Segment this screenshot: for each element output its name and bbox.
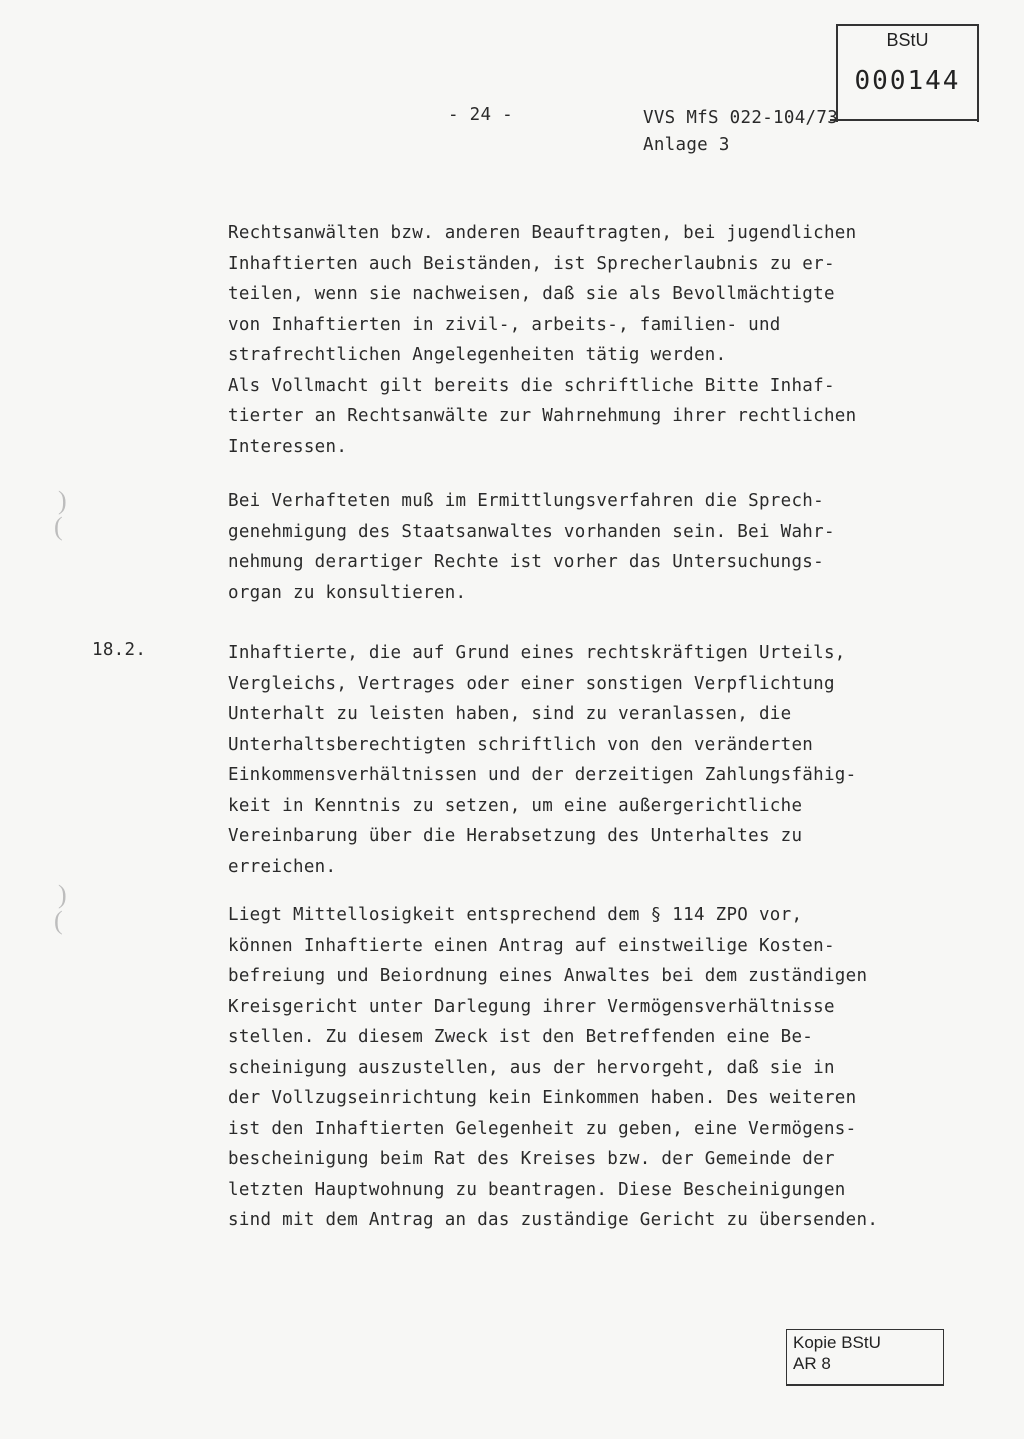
text-line: erreichen.	[228, 856, 337, 877]
copy-stamp	[786, 1329, 944, 1386]
punch-hole-mark: (	[54, 512, 63, 541]
text-line: Inhaftierten auch Beiständen, ist Sprecherlaubnis zu er-	[228, 253, 835, 274]
text-line: Vereinbarung über die Herabsetzung des Unterhaltes zu	[228, 826, 803, 846]
stamp-label: BStU	[886, 30, 929, 50]
paragraph-3	[228, 638, 856, 882]
text-line: befreiung und Beiordnung eines Anwaltes bei dem zuständigen	[228, 966, 868, 986]
text-line: organ zu konsultieren.	[228, 582, 467, 603]
text-line: Bei Verhafteten muß im Ermittlungsverfahren die Sprech-	[228, 491, 824, 511]
text-line: ist den Inhaftierten Gelegenheit zu geben, eine Vermögens-	[228, 1118, 857, 1139]
paragraph-4	[228, 900, 878, 1236]
text-line: nehmung derartiger Rechte ist vorher das Untersuchungs-	[228, 552, 824, 572]
section-number: 18.2.	[92, 640, 147, 660]
text-line: Vergleichs, Vertrages oder einer sonstigen Verpflichtung	[228, 673, 835, 694]
copy-stamp-line-1: Kopie BStU	[793, 1333, 881, 1352]
page-number: - 24 -	[448, 105, 514, 125]
copy-stamp-text	[793, 1332, 881, 1374]
archive-stamp	[836, 24, 979, 122]
text-line: bescheinigung beim Rat des Kreises bzw. der Gemeinde der	[228, 1149, 835, 1169]
text-line: keit in Kenntnis zu setzen, um eine außergerichtliche	[228, 795, 803, 816]
text-line: Liegt Mittellosigkeit entsprechend dem § 114 ZPO vor,	[228, 905, 803, 925]
text-line: Kreisgericht unter Darlegung ihrer Vermögensverhältnisse	[228, 996, 835, 1017]
reference-number: VVS MfS 022-104/73	[643, 108, 839, 128]
text-line: scheinigung auszustellen, aus der hervorgeht, daß sie in	[228, 1057, 835, 1078]
copy-stamp-line-2: AR 8	[793, 1354, 831, 1373]
punch-hole-mark: )	[58, 486, 67, 515]
stamp-number: 000144	[854, 66, 961, 96]
copy-stamp-underline	[786, 1384, 944, 1386]
text-line: Rechtsanwälten bzw. anderen Beauftragten, bei jugendlichen	[228, 223, 857, 243]
punch-hole-mark: )	[58, 880, 67, 909]
text-line: Als Vollmacht gilt bereits die schriftliche Bitte Inhaf-	[228, 375, 835, 396]
text-line: strafrechtlichen Angelegenheiten tätig werden.	[228, 345, 727, 365]
paragraph-2	[228, 486, 835, 608]
paragraph-1	[228, 218, 856, 462]
text-line: sind mit dem Antrag an das zuständige Gericht zu übersenden.	[228, 1210, 879, 1230]
text-line: stellen. Zu diesem Zweck ist den Betreffenden eine Be-	[228, 1027, 814, 1047]
text-line: Inhaftierte, die auf Grund eines rechtskräftigen Urteils,	[228, 643, 846, 663]
text-line: letzten Hauptwohnung zu beantragen. Diese Bescheinigungen	[228, 1179, 846, 1200]
text-line: Einkommensverhältnissen und der derzeitigen Zahlungsfähig-	[228, 765, 857, 785]
text-line: Interessen.	[228, 436, 348, 457]
text-line: teilen, wenn sie nachweisen, daß sie als Bevollmächtigte	[228, 284, 835, 304]
text-line: können Inhaftierte einen Antrag auf einstweilige Kosten-	[228, 935, 835, 956]
stamp-underline	[830, 119, 978, 121]
text-line: Unterhalt zu leisten haben, sind zu veranlassen, die	[228, 704, 792, 724]
text-line: genehmigung des Staatsanwaltes vorhanden sein. Bei Wahr-	[228, 521, 835, 542]
text-line: Unterhaltsberechtigten schriftlich von den veränderten	[228, 734, 814, 755]
text-line: der Vollzugseinrichtung kein Einkommen haben. Des weiteren	[228, 1088, 857, 1108]
text-line: von Inhaftierten in zivil-, arbeits-, familien- und	[228, 314, 781, 335]
punch-hole-mark: (	[54, 906, 63, 935]
attachment-label: Anlage 3	[643, 135, 730, 155]
document-reference	[643, 105, 838, 159]
text-line: tierter an Rechtsanwälte zur Wahrnehmung ihrer rechtlichen	[228, 406, 857, 426]
